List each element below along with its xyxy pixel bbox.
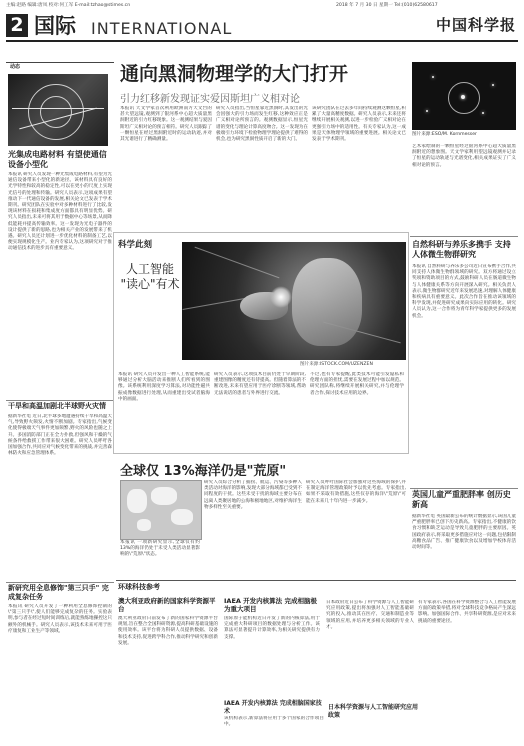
ai-title-line-2: "读心"有术 [120, 277, 180, 291]
header-date: 2018 年 7 月 30 日 星期一 Tel:(010)62580617 [336, 3, 438, 8]
section-title-cn: 国际 [34, 14, 76, 38]
ai-photo [182, 242, 406, 360]
bottom-article-2-headline: IAEA 开发内核算法 完成相脑极为重大项目 [224, 597, 317, 613]
right-article-2-body: 据新华社电 英国最新公布的统计数据显示,该国儿童严重肥胖率已创下历史新高。专家指出,不健康的饮食习惯和缺乏运动是导致儿童肥胖的主要原因。英国政府表示,将采取更多措施应对这一问题,包括限制高糖食品广告、推广健康饮食以及增加学校体育活动时间等。 [412, 514, 516, 551]
bottom-section-rule [116, 580, 516, 581]
science-feature-col-2: 研究人员表示,这项技术目前仍处于早期阶段,重建图像的精度还有待提高。但随着算法的不断改进,未来有望应用于医疗诊断等领域,帮助无法说话的患者与外界进行交流。 [214, 372, 306, 396]
main-subhead: 引力红移新发现证实爱因斯坦广义相对论 [120, 94, 300, 105]
left-article-2-headline: 干旱和高温加剧北半球野火灾情 [8, 402, 106, 410]
bottom-article-5-body: 有专家表示,各国在科学资源整合与人工智能发展方面的政策举措,将对全球科技竞争格局产生深远影响。加强国际合作、共享科研资源,是应对未来挑战的重要途径。 [418, 600, 516, 624]
page-number: 2 [6, 14, 28, 37]
bottom-article-4-body-a: 日本政府近日公布了科学资源与人工智能研究应用政策,提出将加强对人工智能基础研究的投入,推动其在医疗、交通和制造业等领域的应用,并培养更多相关领域的专业人才。 [326, 600, 414, 630]
masthead-logo: 中国科学报 [435, 16, 516, 34]
left-photo [8, 74, 108, 146]
main-article-col-1: 本报讯 天文学家首次利用欧洲南方天文台的甚大望远镜,观测到了银河系中心超大质量黑洞附近的引力红移现象。这一观测结果与爱因斯坦广义相对论的预言相符。研究人员跟踪了一颗恒星在经过黑洞附近时的运动轨迹,并对其光谱进行了精确测量。 [120, 106, 212, 143]
ai-title-line-1: 人工智能 [125, 262, 174, 276]
header-meta: 主编:赵路 编辑:唐凤 校对:何工军 E-mail:tzhao@stimes.cn [6, 3, 131, 8]
bottom-article-4-headline: 日本科学资源与人工智能研究应用政策 [328, 704, 419, 719]
main-article-col-2: 研究人员指出,当恒星靠近黑洞时,其发出的光会因强大的引力场而发生红移,这种效应正是广义相对论所预言的。观测数据显示,恒星光谱的变化与理论计算高度吻合。这一发现为在极端引力环境下检验物理学理论提供了难得的机会,也为研究黑洞性质开启了新的大门。 [216, 106, 308, 143]
ocean-article-col-2: 研究人员综合分析了捕捞、航运、污染等多种人类活动对海洋的影响,发现大部分海域都已受到不同程度的干扰。这些未受干扰的海域主要分布在远离人类聚居地的公海和极地地区,对维护海洋生物多样性至关重要。 [204, 480, 302, 510]
section-title-en: INTERNATIONAL [91, 19, 233, 38]
science-feature-label: 科学此刻 [118, 240, 153, 250]
left-article-3-headline: 新研究用全息修饰"第三只手" 完成复杂任务 [8, 584, 109, 601]
left-article-3-body: 本报讯 研究人员开发了一种利用全息修饰控制的\"第三只手\",使人们能够完成复杂的任务。实验表明,参与者在经过短时间训练后,就能熟练地操控这只额外的机械手。研究人员表示,该技术未来可用于医疗康复和工业生产等领域。 [8, 604, 112, 634]
ocean-article-col-3: 研究人员呼吁国际社会加强对这些海域的保护,并在制定海洋管理政策时予以优先考虑。专家指出,如果不采取有效措施,这些仅存的海洋\"荒原\"可能在未来几十年内进一步减少。 [306, 480, 406, 504]
right-article-0-body: 艺术家绘制的一颗恒星经过银河系中心超大质量黑洞附近的想象图。天文学家利用望远镜观测并记录了恒星的运动轨迹与光谱变化,相关成果证实了广义相对论的预言。 [412, 144, 516, 168]
left-column-title: 动态 [10, 64, 21, 70]
right-article-1-body: 本报讯 自然科研与养乐多公司近日宣布携手合作,共同支持人体微生物群领域的研究。双方将通过设立奖项和资助项目的方式,鼓励科研人员在肠道微生物与人体健康关系等方向开展深入研究。相关负责人表示,微生物群研究近年来发展迅速,对理解人体健康和疾病具有重要意义。此次合作旨在推动该领域的科学发现,并促进研究成果向实际应用的转化。研究人员认为,这一合作将为青年科学家提供更多的发展机会。 [412, 264, 516, 319]
left-article-2-body: 据新华社电 近日,北半球多地遭遇持续干旱和高温天气,导致野火频发,火情不断加剧。专家指出,气候变化使得极端天气事件更加频繁,野火的风险也随之上升。多国消防部门正在全力扑救,但强风和干燥的气候条件给救援工作带来很大困难。研究人员呼吁各国加强合作,共同应对气候变化带来的挑战,并完善森林防火和应急管理体系。 [8, 414, 112, 457]
left-divider-1 [6, 400, 114, 401]
bottom-article-3-headline: IAEA 开发内核算法 完成相脑国家技术 [224, 700, 322, 715]
ai-photo-credit: 图片来源:ISTOCK.COM/UZENZEN [300, 362, 373, 367]
left-article-body: 本报讯 研究人员发现一种光集成电路材料,有望为光通信设备带来小型化的新途径。该材料具有良好的光学特性和较高的稳定性,可以在更小的尺度上实现光信号的处理和传输。研究人员表示,这项成果有望推动下一代通信设备的发展,相关论文已发表于学术期刊。研究团队在实验中对多种材料进行了比较,发现该材料在损耗和集成度方面都具有明显优势。研究人员指出,未来可将其用于数据中心等场景,从而降低能耗并提高传输效率。这一发现为光电子器件的设计提供了新的思路,也为相关产业的发展带来了机遇。研究人员还计划进一步优化材料的制备工艺,以便实现规模化生产。业内专家认为,这项研究对于推动通信技术的进步具有重要意义。 [8, 172, 112, 252]
left-divider-2 [6, 582, 114, 583]
bottom-article-3-body: 该机构表示,新算法将应用于多个国家的合作项目中。 [224, 716, 324, 728]
main-headline: 通向黑洞物理学的大门打开 [120, 63, 349, 85]
right-article-2-headline: 英国儿童严重肥胖率 创历史新高 [412, 490, 511, 509]
right-article-1-headline: 自然科研与养乐多携手 支持人体微生物群研究 [412, 240, 511, 259]
science-feature-col-1: 本报讯 研究人员开发出一种人工智能系统,能够通过分析大脑活动来推断人们所看到的图像。该系统利用深度学习算法,对功能性磁共振成像数据进行处理,从而重建出受试者脑海中的画面。 [118, 372, 210, 402]
bottom-article-2-body: 国际原子能机构近日开发了新的内核算法,用于完成重大科研项目的数据处理与分析工作。该算法可显著提升计算效率,为相关研究提供有力支撑。 [224, 616, 320, 640]
ocean-map [120, 480, 202, 540]
science-feature-col-3: 不过,也有专家提醒,此类技术可能引发隐私和伦理方面的担忧,需要在发展过程中加以规范。研究团队称,将继续开展相关研究,并与伦理学者合作,探讨技术应用的边界。 [310, 372, 404, 396]
right-photo [412, 62, 516, 130]
ai-title [118, 262, 182, 292]
ocean-headline: 全球仅 13%海洋仍是"荒原" [120, 464, 287, 479]
left-column-rule [6, 62, 114, 63]
right-photo-caption: 图片来源:ESO/M. Kornmesser [412, 132, 477, 137]
right-divider-2 [410, 488, 518, 489]
main-article-col-3: 该研究团队在过去多年间持续观测这颗恒星,积累了大量高精度数据。研究人员表示,未来还将继续开展相关观测,以进一步检验广义相对论在更强引力场中的适用性。有关专家认为,这一成果是天体物理学领域的重要进展。相关论文已发表于学术期刊。 [312, 106, 406, 143]
header-rule [6, 40, 518, 42]
right-divider-1 [410, 236, 518, 237]
bottom-article-1-headline: 澳大利亚政府新的国家科学资源平台 [118, 597, 216, 613]
ocean-article-col-1: 本报讯 一项新研究显示,全球仅有约13%的海洋仍处于未受人类活动显著影响的\"荒原\"状态。 [120, 540, 200, 558]
bottom-section-label: 环球科技参考 [118, 583, 160, 591]
bottom-article-1-body: 澳大利亚政府日前发布了新的国家科学资源平台规划,旨在整合全国科研资源,提高科研基础设施的使用效率。该平台将为科研人员提供数据、设备和技术支持,促进跨学科合作,推动科学研究和创新发展。 [118, 616, 218, 646]
left-article-headline: 光集成电路材料 有望使通信设备小型化 [8, 150, 107, 169]
